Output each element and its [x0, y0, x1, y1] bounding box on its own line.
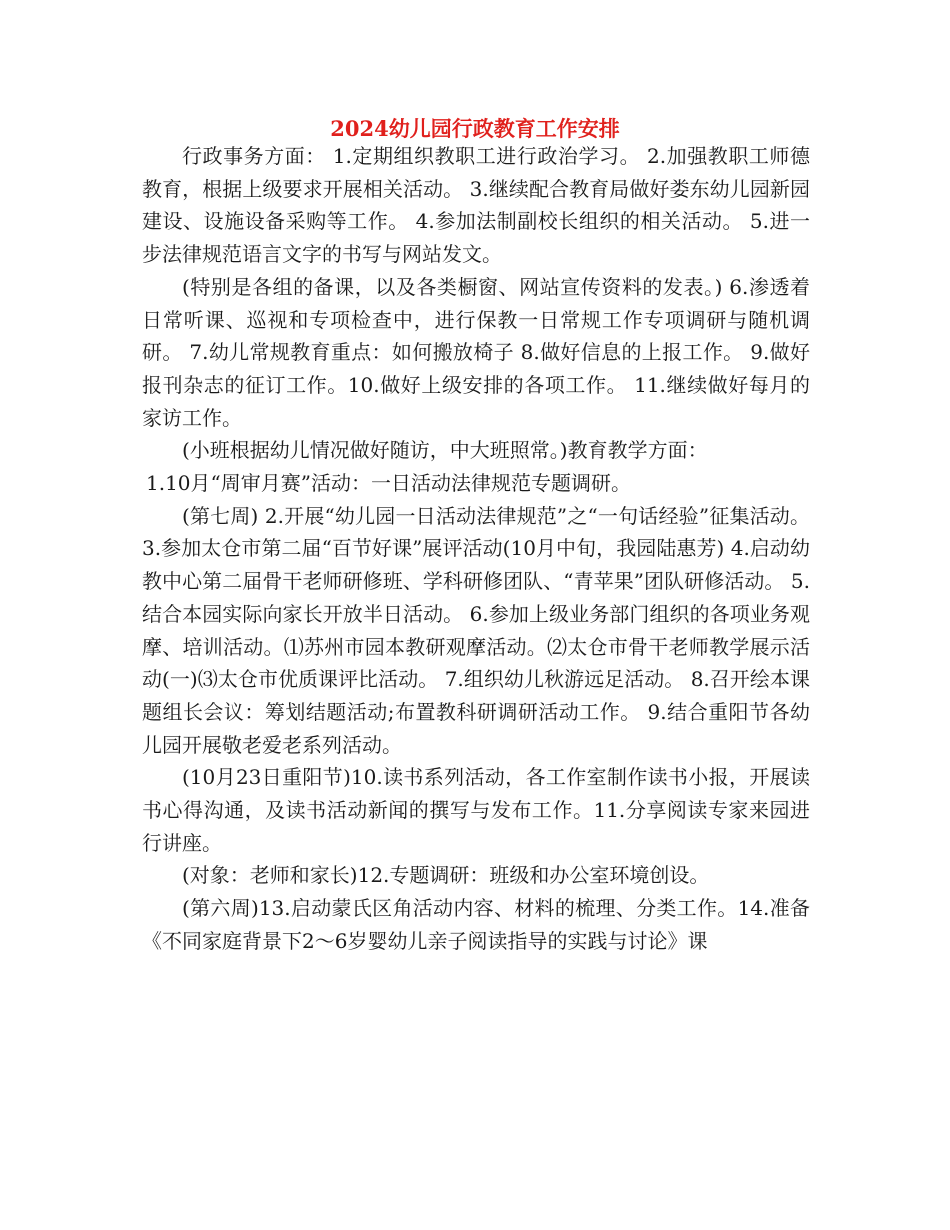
paragraph-environment-research: (对象：老师和家长)12.专题调研：班级和办公室环境创设。 — [182, 863, 710, 888]
paragraph-montessori-work: (第六周)13.启动蒙氏区角活动内容、材料的梳理、分类工作。14.准备《不同家庭背景下2～6岁婴幼儿亲子阅读指导的实践与讨论》课 — [142, 896, 810, 953]
paragraph-teaching-activities: (第七周) 2.开展“幼儿园一日活动法律规范”之“一句话经验”征集活动。 3.参加太仓市第二届“百节好课”展评活动(10月中旬，我园陆惠芳) 4.启动幼教中心第二届骨干老师研修班、学科研修团队、“青苹果”团队研修活动。 5.结合本园实际向家长开放半日活动。 6.参加上级业务部门组织的各项业务观摩、培训活动。⑴苏州市园本教研观摩活动。⑵太仓市骨干老师教学展示活动(一)⑶太仓市优质课评比活动。 7.组织幼儿秋游远足活动。 8.召开绘本课题组长会议：筹划结题活动;布置教科研调研活动工作。 9.结合重阳节各幼儿园开展敬老爱老系列活动。 — [142, 503, 810, 757]
paragraph-routine-work: (特别是各组的备课，以及各类橱窗、网站宣传资料的发表。) 6.渗透着日常听课、巡视和专项检查中，进行保教一日常规工作专项调研与随机调研。 7.幼儿常规教育重点：如何搬放椅子 8.做好信息的上报工作。 9.做好报刊杂志的征订工作。10.做好上级安排的各项工作。 11.继续做好每月的家访工作。 — [142, 274, 810, 430]
paragraph-monthly-review: 1.10月“周审月赛”活动：一日活动法律规范专题调研。 — [146, 471, 631, 496]
document-title: 2024幼儿园行政教育工作安排 — [330, 116, 620, 141]
paragraph-education-teaching-heading: (小班根据幼儿情况做好随访，中大班照常。)教育教学方面： — [182, 438, 708, 463]
paragraph-administrative-affairs: 行政事务方面： 1.定期组织教职工进行政治学习。 2.加强教职工师德教育，根据上级要求开展相关活动。 3.继续配合教育局做好娄东幼儿园新园建设、设施设备采购等工作。 4.参加法制副校长组织的相关活动。 5.进一步法律规范语言文字的书写与网站发文。 — [142, 144, 810, 267]
paragraph-reading-activities: (10月23日重阳节)10.读书系列活动，各工作室制作读书小报，开展读书心得沟通，及读书活动新闻的撰写与发布工作。11.分享阅读专家来园进行讲座。 — [142, 765, 810, 855]
document-body — [142, 140, 810, 958]
